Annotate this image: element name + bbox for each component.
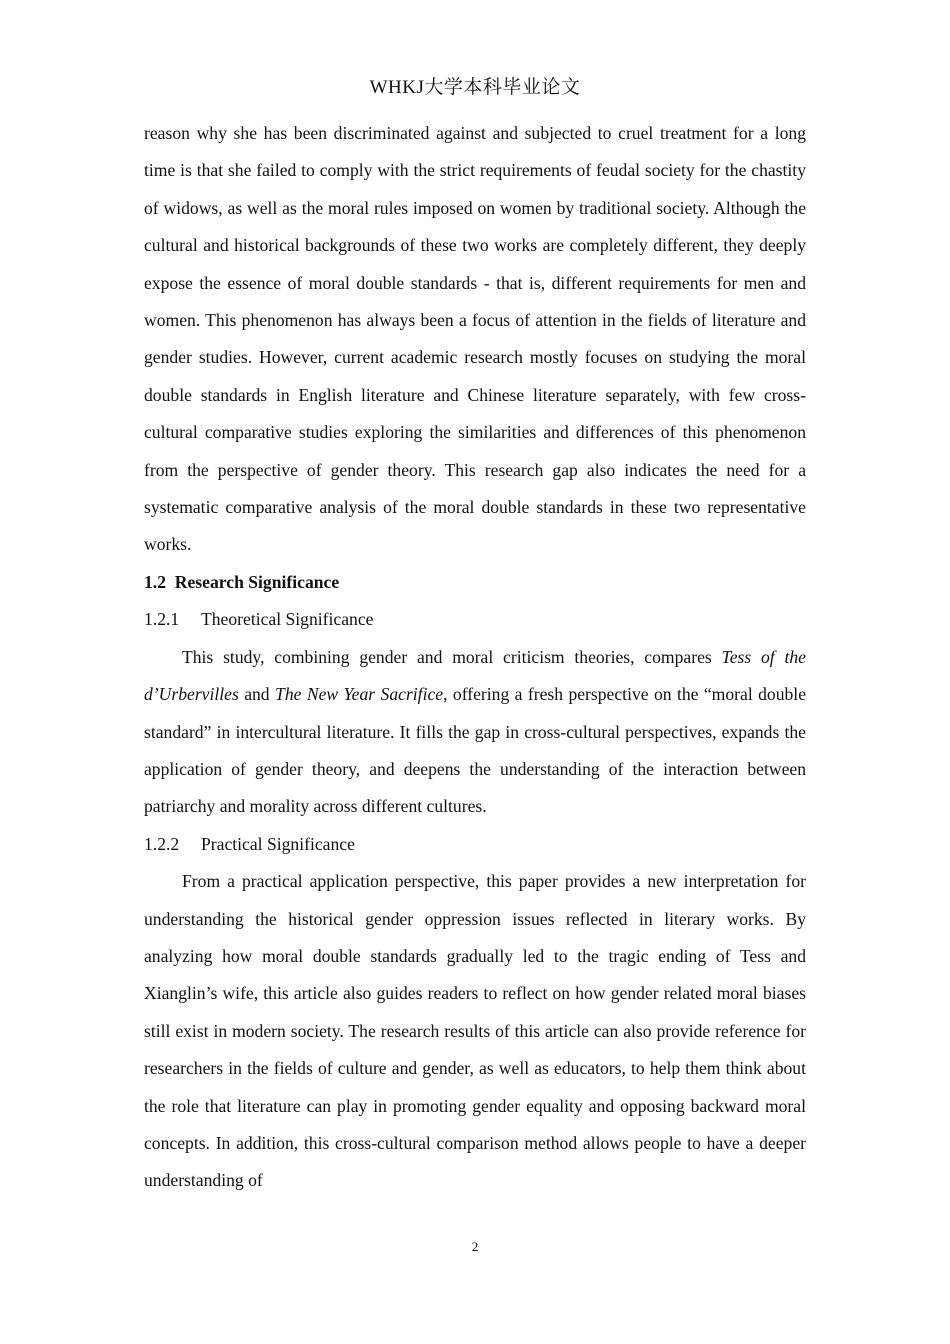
theoretical-paragraph: [144, 639, 806, 826]
subsection-heading-1-2-1: [144, 601, 806, 638]
work-title-tess: Tess of the d’Urbervilles: [144, 646, 806, 705]
page-number: 2: [471, 1239, 479, 1254]
page-body: [144, 115, 806, 1200]
practical-paragraph: From a practical application perspective, this paper provides a new interpretation for understanding the historical gender oppression issues reflected in literary works. By analyzing how moral double standards gradually led to the tragic ending of Tess and Xianglin’s wife, this article also guides readers to reflect on how gender related moral biases still exist in modern society. The research results of this article can also provide reference for researchers in the fields of culture and gender, as well as educators, to help them think about the role that literature can play in promoting gender equality and opposing backward moral concepts. In addition, this cross-cultural comparison method allows people to have a deeper understanding of: [144, 871, 806, 1191]
text-run: , offering a fresh perspective on the “moral double standard” in intercultural literature. It fills the gap in cross-cultural perspectives, expands the application of gender theory, and deepens the understanding of the interaction between patriarchy and morality across different cultures.: [144, 684, 807, 817]
work-title-new-year-sacrifice: The New Year Sacrifice: [275, 684, 444, 705]
running-header: WHKJ大学本科毕业论文: [369, 77, 581, 98]
subsection-number: 1.2.1: [144, 609, 180, 630]
text-run: This study, combining gender and moral criticism theories, compares: [182, 646, 722, 667]
section-title: Research Significance: [174, 571, 340, 592]
section-heading-1-2: [144, 564, 806, 601]
section-number: 1.2: [144, 571, 166, 592]
subsection-number: 1.2.2: [144, 833, 180, 854]
subsection-title: Theoretical Significance: [201, 609, 374, 630]
subsection-title: Practical Significance: [201, 833, 355, 854]
text-run: and: [238, 684, 276, 705]
continued-paragraph: reason why she has been discriminated against and subjected to cruel treatment for a long time is that she failed to comply with the strict requirements of feudal society for the chastity of widows, as well as the moral rules imposed on women by traditional society. Although the cultural and historical backgrounds of these two works are completely different, they deeply expose the essence of moral double standards - that is, different requirements for men and women. This phenomenon has always been a focus of attention in the fields of literature and gender studies. However, current academic research mostly focuses on studying the moral double standards in English literature and Chinese literature separately, with few cross-cultural comparative studies exploring the similarities and differences of this phenomenon from the perspective of gender theory. This research gap also indicates the need for a systematic comparative analysis of the moral double standards in these two representative works.: [144, 123, 806, 555]
subsection-heading-1-2-2: [144, 826, 806, 863]
